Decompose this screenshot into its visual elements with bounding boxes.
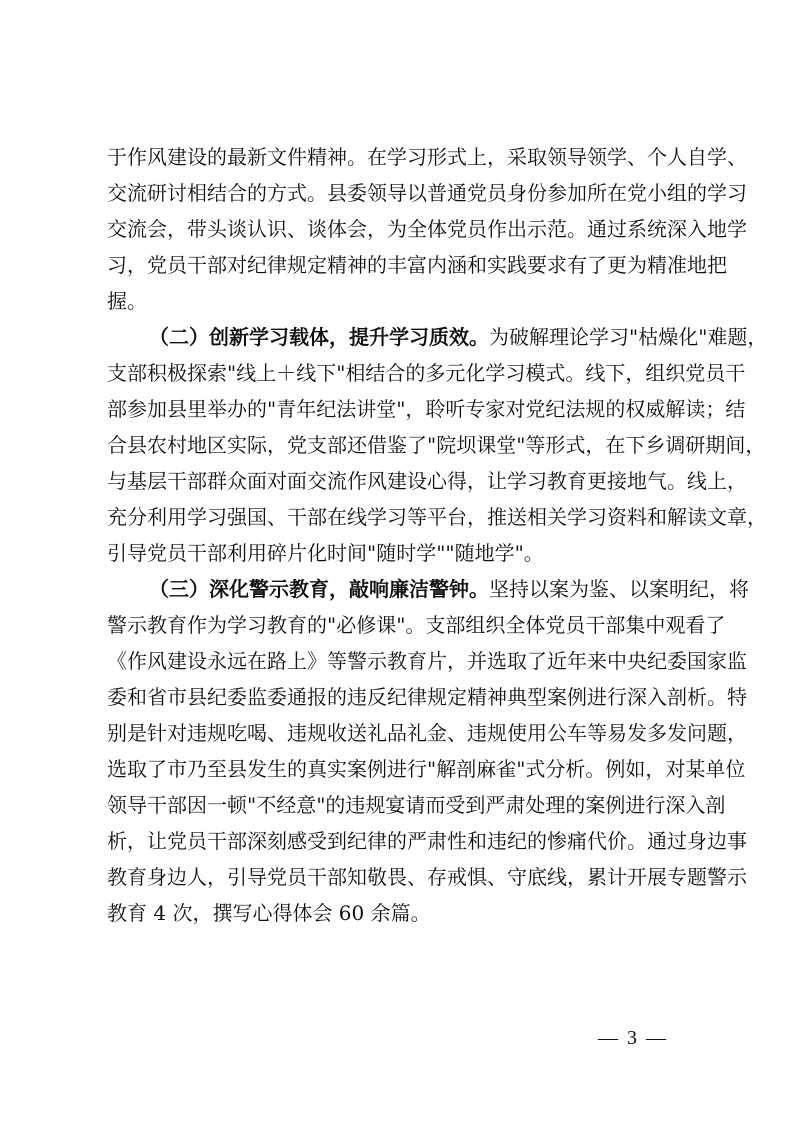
text-line: [107, 715, 747, 751]
line-text: 充分利用学习强国、干部在线学习等平台，推送相关学习资料和解读文章，: [107, 505, 767, 529]
text-line: [107, 175, 747, 211]
text-line: [107, 643, 747, 679]
line-text: 握。: [107, 289, 147, 313]
line-text: 教育 4 次，撰写心得体会 60 余篇。: [107, 901, 431, 925]
text-line: [107, 787, 726, 823]
page-number: — 3 —: [598, 1027, 668, 1049]
text-line: [107, 283, 691, 319]
line-text: 警示教育作为学习教育的"必修课"。支部组织全体党员干部集中观看了: [107, 613, 726, 637]
paragraph: [107, 571, 749, 931]
line-text: 与基层干部群众面对面交流作风建设心得，让学习教育更接地气。线上，: [107, 469, 747, 493]
section-heading: （三）深化警示教育，敲响廉洁警钟。: [149, 577, 489, 601]
line-text: 别是针对违规吃喝、违规收送礼品礼金、违规使用公车等易发多发问题，: [107, 721, 747, 745]
line-text: 合县农村地区实际，党支部还借鉴了"院坝课堂"等形式，在下乡调研期间，: [107, 433, 766, 457]
line-text: 部参加县里举办的"青年纪法讲堂"，聆听专家对党纪法规的权威解读；结: [107, 397, 746, 421]
line-text: 习，党员干部对纪律规定精神的丰富内涵和实践要求有了更为精准地把: [107, 253, 727, 277]
line-text: 支部积极探索"线上＋线下"相结合的多元化学习模式。线下，组织党员干: [107, 361, 746, 385]
text-line: [107, 679, 747, 715]
line-text: 为破解理论学习"枯燥化"难题，: [489, 325, 768, 349]
text-line: [107, 823, 747, 859]
line-text: 《作风建设永远在路上》等警示教育片，并选取了近年来中央纪委国家监: [107, 649, 747, 673]
text-line: [107, 319, 768, 355]
line-text: 交流研讨相结合的方式。县委领导以普通党员身份参加所在党小组的学习: [107, 181, 747, 205]
line-text: 析，让党员干部深刻感受到纪律的严肃性和违纪的惨痛代价。通过身边事: [107, 829, 747, 853]
line-text: 教育身边人，引导党员干部知敬畏、存戒惧、守底线，累计开展专题警示: [107, 865, 747, 889]
text-line: [107, 427, 766, 463]
text-line: [107, 139, 747, 175]
text-line: [107, 751, 746, 787]
line-text: 于作风建设的最新文件精神。在学习形式上，采取领导领学、个人自学、: [107, 145, 747, 169]
line-text: 委和省市县纪委监委通报的违反纪律规定精神典型案例进行深入剖析。特: [107, 685, 747, 709]
text-line: [107, 463, 747, 499]
text-line: [107, 355, 746, 391]
section-heading: （二）创新学习载体，提升学习质效。: [149, 325, 489, 349]
document-body: [107, 139, 768, 931]
text-line: [107, 607, 726, 643]
text-line: [107, 895, 691, 931]
text-line: [107, 535, 691, 571]
line-text: 引导党员干部利用碎片化时间"随时学""随地学"。: [107, 541, 544, 565]
paragraph: [107, 319, 768, 571]
text-line: [107, 859, 747, 895]
line-text: 选取了市乃至县发生的真实案例进行"解剖麻雀"式分析。例如，对某单位: [107, 757, 746, 781]
text-line: [107, 391, 746, 427]
text-line: [107, 499, 767, 535]
line-text: 坚持以案为鉴、以案明纪，将: [489, 577, 749, 601]
text-line: [107, 247, 727, 283]
text-line: [107, 211, 747, 247]
text-line: [107, 571, 749, 607]
line-text: 交流会，带头谈认识、谈体会，为全体党员作出示范。通过系统深入地学: [107, 217, 747, 241]
paragraph: [107, 139, 747, 319]
line-text: 领导干部因一顿"不经意"的违规宴请而受到严肃处理的案例进行深入剖: [107, 793, 726, 817]
